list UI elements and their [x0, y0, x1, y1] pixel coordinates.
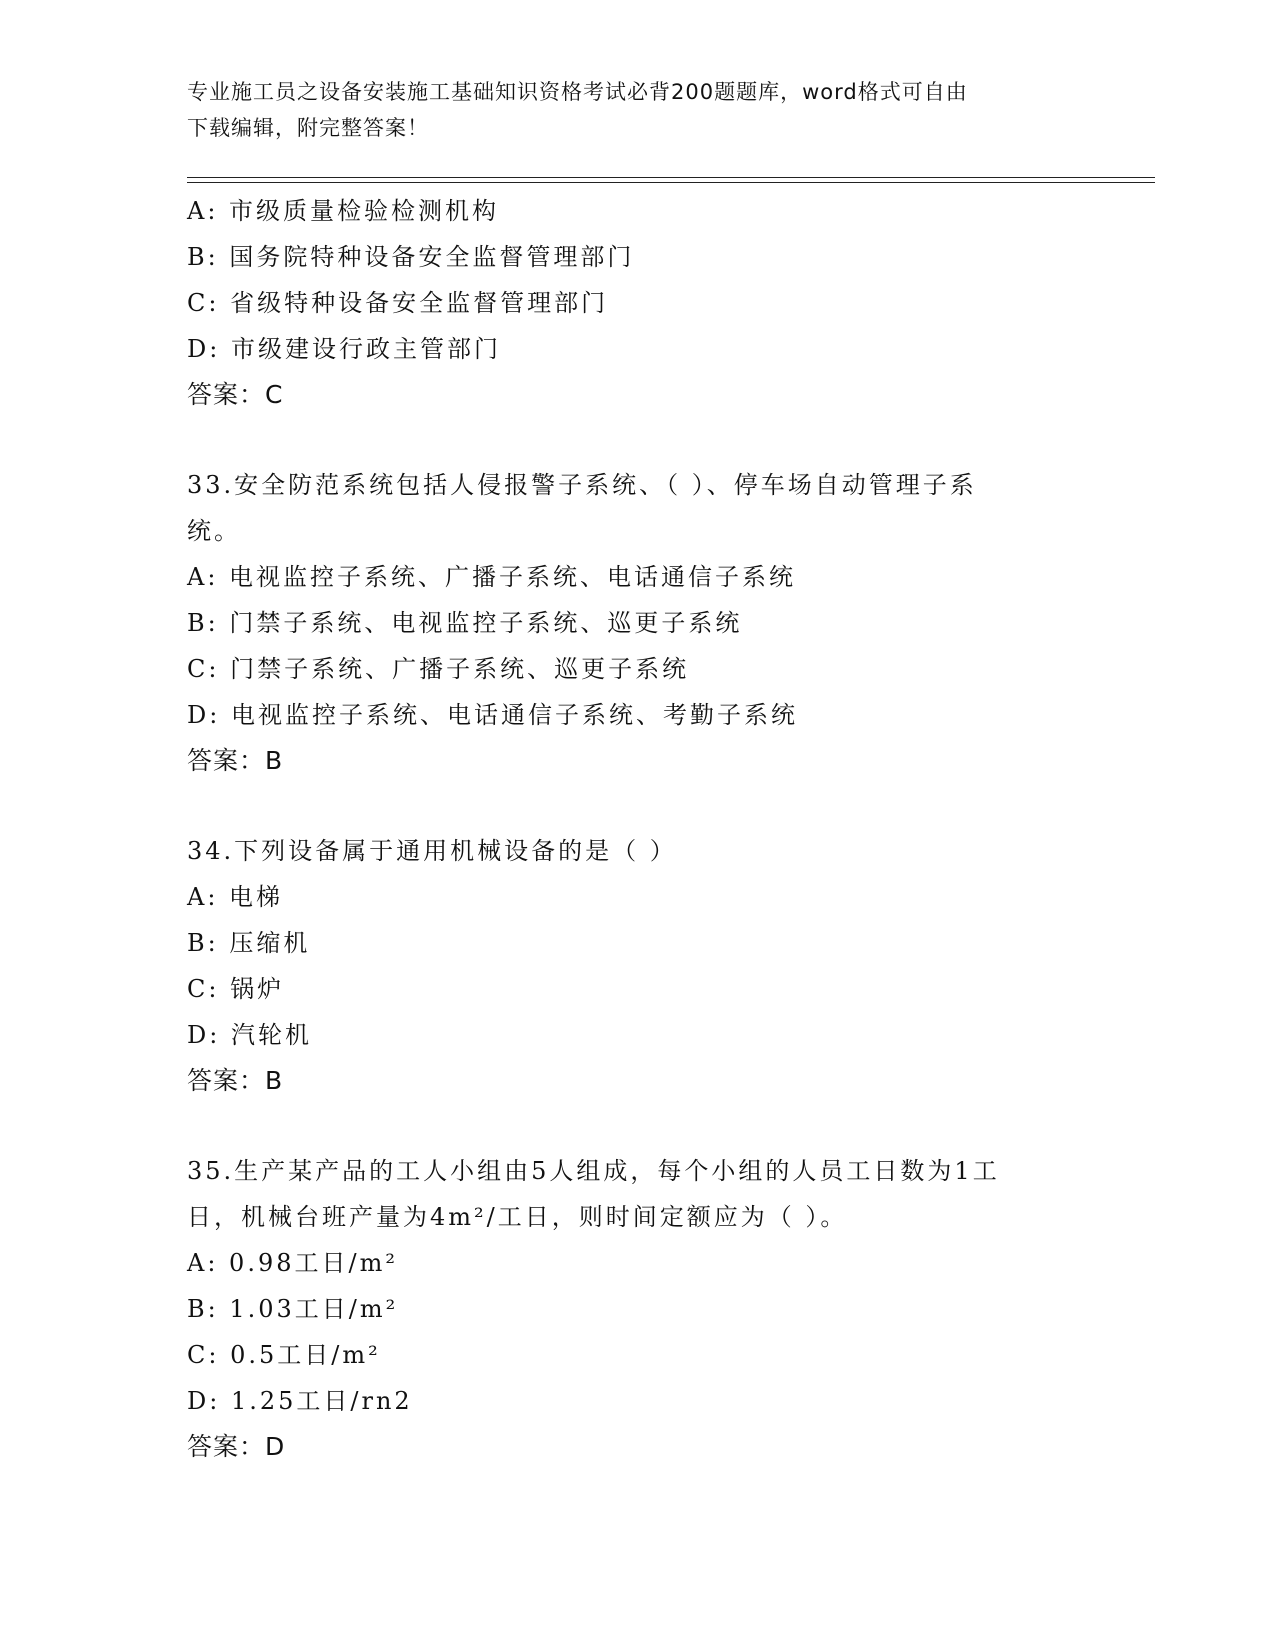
question-stem-line-2: 日，机械台班产量为4m²/工日，则时间定额应为（ ）。	[187, 1203, 848, 1231]
option-d: D: 电视监控子系统、电话通信子系统、考勤子系统	[187, 701, 798, 729]
answer-line: 答案：D	[187, 1432, 286, 1461]
option-d: D: 汽轮机	[187, 1021, 312, 1049]
option-c: C: 门禁子系统、广播子系统、巡更子系统	[187, 655, 690, 683]
header-divider-top	[187, 177, 1155, 178]
header-title-line-2: 下载编辑，附完整答案！	[187, 116, 429, 140]
question-32	[187, 188, 1087, 418]
option-c: C: 0.5工日/m²	[187, 1341, 381, 1369]
question-spacer	[187, 418, 1087, 462]
header-divider-bottom	[187, 182, 1155, 183]
option-b: B: 1.03工日/m²	[187, 1295, 399, 1323]
question-stem-line-2: 统。	[187, 517, 241, 545]
question-stem-line-1: 34.下列设备属于通用机械设备的是（ ）	[187, 837, 677, 865]
question-spacer	[187, 784, 1087, 828]
question-stem-line-1: 33.安全防范系统包括人侵报警子系统、（ ）、停车场自动管理子系	[187, 471, 977, 499]
answer-line: 答案：B	[187, 746, 284, 775]
option-c: C: 锅炉	[187, 975, 285, 1003]
answer-line: 答案：C	[187, 380, 284, 409]
option-b: B: 门禁子系统、电视监控子系统、巡更子系统	[187, 609, 743, 637]
question-list	[187, 188, 1087, 1470]
option-a: A: 电视监控子系统、广播子系统、电话通信子系统	[187, 563, 797, 591]
option-d: D: 1.25工日/rn2	[187, 1387, 413, 1415]
question-33	[187, 462, 1087, 784]
option-d: D: 市级建设行政主管部门	[187, 335, 501, 363]
question-spacer	[187, 1104, 1087, 1148]
option-c: C: 省级特种设备安全监督管理部门	[187, 289, 609, 317]
answer-line: 答案：B	[187, 1066, 284, 1095]
option-a: A: 0.98工日/m²	[187, 1249, 398, 1277]
question-stem-line-1: 35.生产某产品的工人小组由5人组成，每个小组的人员工日数为1工	[187, 1157, 1000, 1185]
question-35	[187, 1148, 1087, 1470]
option-b: B: 压缩机	[187, 929, 311, 957]
header-title-line-1: 专业施工员之设备安装施工基础知识资格考试必背200题题库，word格式可自由	[187, 80, 968, 104]
question-34	[187, 828, 1087, 1104]
document-header	[187, 74, 1067, 146]
option-a: A: 市级质量检验检测机构	[187, 197, 500, 225]
option-b: B: 国务院特种设备安全监督管理部门	[187, 243, 635, 271]
option-a: A: 电梯	[187, 883, 284, 911]
